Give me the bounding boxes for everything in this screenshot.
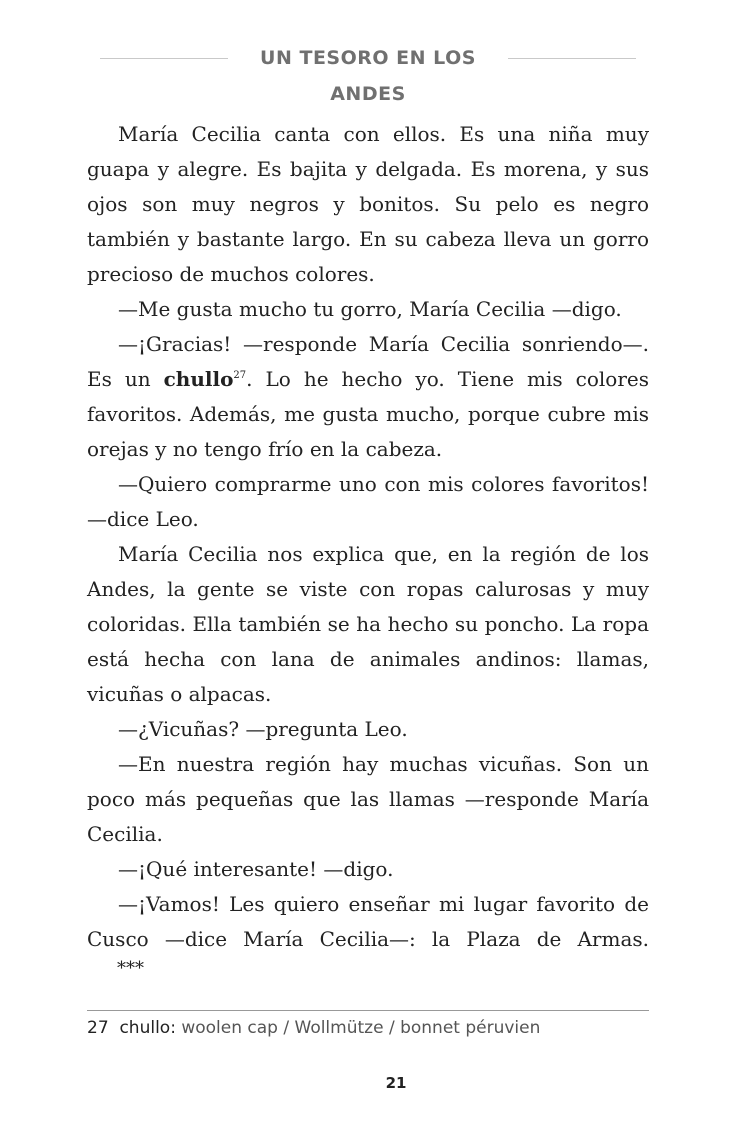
paragraph-9: —¡Vamos! Les quiero enseñar mi lugar favorito de Cusco —dice María Cecilia—: la Plaza de Armas. (87, 892, 649, 951)
section-break: *** (117, 958, 144, 979)
paragraph-5: María Cecilia nos explica que, en la región de los Andes, la gente se viste con ropas calurosas y muy coloridas. Ella también se ha hecho su poncho. La ropa está hecha con lana de animales andinos: llamas, vicuñas o alpacas. (87, 542, 649, 706)
running-title: UN TESORO EN LOS ANDES (260, 47, 476, 105)
term-chullo: chullo (163, 367, 234, 391)
footnote-term: chullo: (119, 1018, 176, 1038)
paragraph-3-before: —¡Gracias! —responde María Cecilia sonriendo—. Es un (87, 332, 649, 391)
footnote-gloss: woolen cap / Wollmütze / bonnet péruvien (181, 1018, 541, 1038)
running-header (0, 40, 740, 105)
paragraph-3 (87, 327, 649, 467)
footnote-ref: 27 (233, 370, 247, 381)
paragraph-1: María Cecilia canta con ellos. Es una niña muy guapa y alegre. Es bajita y delgada. Es morena, y sus ojos son muy negros y bonitos. Su pelo es negro también y bastante largo. En su cabeza lleva un gorro precioso de muchos colores. (87, 122, 649, 286)
header-rule-left (100, 58, 228, 59)
header-rule-right (508, 58, 636, 59)
paragraph-2: —Me gusta mucho tu gorro, María Cecilia —digo. (118, 297, 622, 321)
body-text (87, 117, 649, 981)
paragraph-6: —¿Vicuñas? —pregunta Leo. (118, 717, 408, 741)
paragraph-7: —En nuestra región hay muchas vicuñas. Son un poco más pequeñas que las llamas —responde María Cecilia. (87, 752, 649, 846)
page-number: 21 (385, 1074, 407, 1092)
footnote-number: 27 (87, 1018, 109, 1038)
footnote (87, 1016, 687, 1040)
paragraph-8: —¡Qué interesante! —digo. (118, 857, 394, 881)
footnote-rule (87, 1010, 649, 1011)
paragraph-4: —Quiero comprarme uno con mis colores favoritos! —dice Leo. (87, 472, 649, 531)
paragraph-3-after: . Lo he hecho yo. Tiene mis colores favoritos. Además, me gusta mucho, porque cubre mis orejas y no tengo frío en la cabeza. (87, 367, 649, 461)
